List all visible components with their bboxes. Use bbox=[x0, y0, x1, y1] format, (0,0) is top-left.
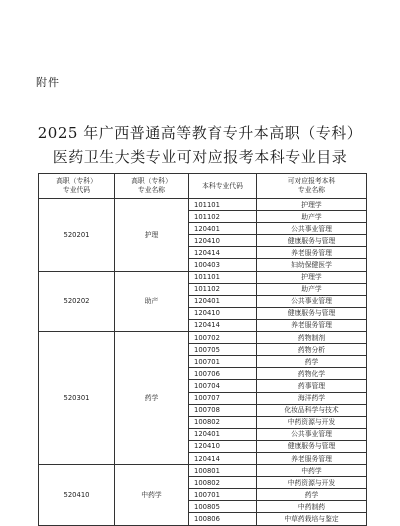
table-header-row bbox=[39, 174, 367, 199]
header-text: 可对应报考本科 bbox=[287, 177, 336, 185]
undergrad-code-cell: 120414 bbox=[189, 247, 257, 259]
undergrad-name-cell: 中草药栽培与鉴定 bbox=[257, 513, 367, 525]
undergrad-code-cell: 120401 bbox=[189, 428, 257, 440]
undergrad-code-cell: 100702 bbox=[189, 332, 257, 344]
header-vocational-code bbox=[39, 174, 115, 199]
table-row bbox=[39, 465, 367, 477]
header-vocational-name bbox=[115, 174, 189, 199]
undergrad-code-cell: 100802 bbox=[189, 416, 257, 428]
undergrad-code-cell: 100707 bbox=[189, 392, 257, 404]
undergrad-code-cell: 101101 bbox=[189, 199, 257, 211]
undergrad-code-cell: 100705 bbox=[189, 344, 257, 356]
document-title-line-1: 2025 年广西普通高等教育专升本高职（专科） bbox=[37, 124, 363, 142]
undergrad-code-cell: 100704 bbox=[189, 380, 257, 392]
vocational-code-cell: 520301 bbox=[39, 332, 115, 465]
header-undergrad-name bbox=[257, 174, 367, 199]
undergrad-name-cell: 药事管理 bbox=[257, 380, 367, 392]
undergrad-name-cell: 养老服务管理 bbox=[257, 319, 367, 331]
undergrad-name-cell: 公共事业管理 bbox=[257, 295, 367, 307]
undergrad-name-cell: 助产学 bbox=[257, 211, 367, 223]
undergrad-code-cell: 100806 bbox=[189, 513, 257, 525]
undergrad-name-cell: 药学 bbox=[257, 356, 367, 368]
undergrad-name-cell: 化妆品科学与技术 bbox=[257, 404, 367, 416]
undergrad-name-cell: 护理学 bbox=[257, 271, 367, 283]
header-text: 专业名称 bbox=[137, 186, 166, 194]
undergrad-name-cell: 海洋药学 bbox=[257, 392, 367, 404]
undergrad-name-cell: 药物分析 bbox=[257, 344, 367, 356]
undergrad-name-cell: 养老服务管理 bbox=[257, 452, 367, 464]
vocational-name-cell: 中药学 bbox=[115, 465, 189, 525]
table-row bbox=[39, 199, 367, 211]
undergrad-name-cell: 护理学 bbox=[257, 199, 367, 211]
undergrad-code-cell: 101102 bbox=[189, 211, 257, 223]
vocational-code-cell: 520201 bbox=[39, 199, 115, 272]
header-text: 专业名称 bbox=[297, 186, 326, 194]
vocational-name-cell: 药学 bbox=[115, 332, 189, 465]
attachment-label: 附件 bbox=[36, 76, 60, 89]
header-undergrad-code bbox=[189, 174, 257, 199]
header-text: 高职（专科） bbox=[131, 177, 172, 185]
undergrad-code-cell: 101101 bbox=[189, 271, 257, 283]
undergrad-name-cell: 助产学 bbox=[257, 283, 367, 295]
undergrad-code-cell: 120410 bbox=[189, 235, 257, 247]
vocational-code-cell: 520202 bbox=[39, 271, 115, 331]
undergrad-code-cell: 120410 bbox=[189, 440, 257, 452]
vocational-name-cell: 护理 bbox=[115, 199, 189, 272]
undergrad-name-cell: 公共事业管理 bbox=[257, 223, 367, 235]
header-text: 本科专业代码 bbox=[202, 181, 243, 190]
undergrad-code-cell: 100701 bbox=[189, 356, 257, 368]
undergrad-code-cell: 120401 bbox=[189, 223, 257, 235]
table-row bbox=[39, 271, 367, 283]
undergrad-code-cell: 100708 bbox=[189, 404, 257, 416]
undergrad-name-cell: 中药资源与开发 bbox=[257, 416, 367, 428]
undergrad-name-cell: 公共事业管理 bbox=[257, 428, 367, 440]
undergrad-name-cell: 药学 bbox=[257, 489, 367, 501]
undergrad-name-cell: 健康服务与管理 bbox=[257, 235, 367, 247]
document-title-line-2: 医药卫生大类专业可对应报考本科专业目录 bbox=[52, 148, 348, 166]
undergrad-code-cell: 100805 bbox=[189, 501, 257, 513]
vocational-code-cell: 520410 bbox=[39, 465, 115, 525]
header-text: 专业代码 bbox=[62, 186, 91, 194]
table-body bbox=[39, 199, 367, 526]
major-catalog-table bbox=[38, 173, 367, 526]
header-text: 高职（专科） bbox=[56, 177, 97, 185]
undergrad-code-cell: 120410 bbox=[189, 307, 257, 319]
undergrad-name-cell: 养老服务管理 bbox=[257, 247, 367, 259]
undergrad-name-cell: 健康服务与管理 bbox=[257, 307, 367, 319]
undergrad-code-cell: 120401 bbox=[189, 295, 257, 307]
table-row bbox=[39, 332, 367, 344]
undergrad-name-cell: 中药制药 bbox=[257, 501, 367, 513]
undergrad-code-cell: 120414 bbox=[189, 319, 257, 331]
undergrad-name-cell: 健康服务与管理 bbox=[257, 440, 367, 452]
undergrad-name-cell: 中药学 bbox=[257, 465, 367, 477]
undergrad-name-cell: 中药资源与开发 bbox=[257, 477, 367, 489]
undergrad-name-cell: 药物制剂 bbox=[257, 332, 367, 344]
undergrad-code-cell: 100403 bbox=[189, 259, 257, 271]
undergrad-name-cell: 药物化学 bbox=[257, 368, 367, 380]
undergrad-code-cell: 101102 bbox=[189, 283, 257, 295]
undergrad-code-cell: 100701 bbox=[189, 489, 257, 501]
undergrad-code-cell: 120414 bbox=[189, 452, 257, 464]
undergrad-code-cell: 100801 bbox=[189, 465, 257, 477]
undergrad-code-cell: 100802 bbox=[189, 477, 257, 489]
undergrad-name-cell: 妇幼保健医学 bbox=[257, 259, 367, 271]
undergrad-code-cell: 100706 bbox=[189, 368, 257, 380]
vocational-name-cell: 助产 bbox=[115, 271, 189, 331]
